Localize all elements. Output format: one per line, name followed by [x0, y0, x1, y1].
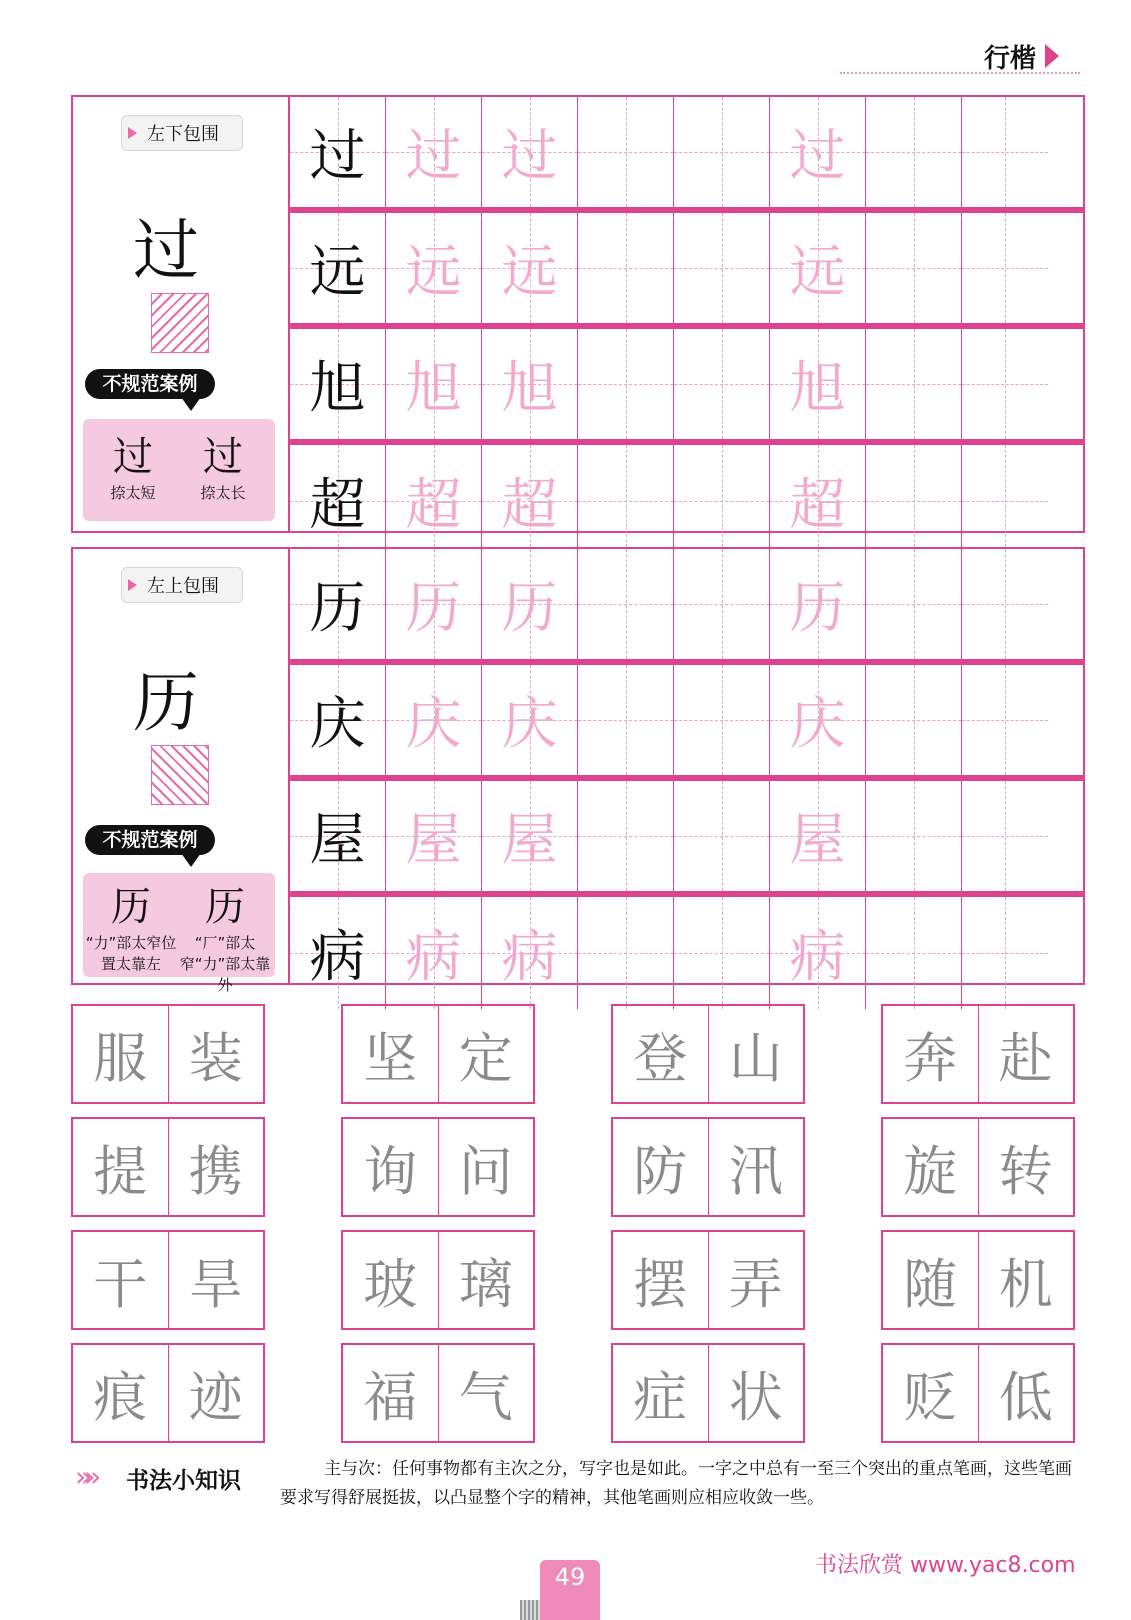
triangle-icon [128, 579, 137, 591]
trace-cell[interactable] [674, 897, 770, 1009]
trace-cell[interactable] [578, 665, 674, 775]
word-pair [341, 1230, 535, 1330]
practice-row [290, 329, 1083, 445]
trace-cell[interactable] [578, 213, 674, 323]
word-pair [71, 1004, 265, 1104]
trace-cell[interactable]: 远 [482, 213, 578, 323]
bad-example-2 [179, 875, 271, 995]
model-cell: 病 [290, 897, 386, 1009]
trace-cell[interactable] [578, 781, 674, 891]
practice-row [290, 445, 1083, 557]
trace-cell[interactable]: 远 [386, 213, 482, 323]
word-char: 福 [343, 1345, 439, 1441]
model-cell: 远 [290, 213, 386, 323]
structure-diagram [151, 745, 209, 805]
word-char: 服 [73, 1006, 169, 1102]
trace-cell[interactable] [674, 329, 770, 439]
word-char: 山 [728, 1026, 783, 1090]
bad-example-char: 历 [205, 884, 245, 930]
trace-cell[interactable] [578, 445, 674, 557]
word-pair [881, 1343, 1075, 1443]
trace-cell[interactable] [962, 781, 1048, 891]
triangle-icon [128, 127, 137, 139]
bad-example-badge: 不规范案例 [85, 369, 215, 399]
structure-tag-label: 左下包围 [147, 124, 219, 145]
word-char: 问 [458, 1139, 513, 1203]
practice-row [290, 897, 1083, 1009]
word-char: 璃 [458, 1252, 513, 1316]
trace-cell[interactable] [674, 97, 770, 207]
trace-cell[interactable] [578, 549, 674, 659]
trace-cell[interactable] [866, 329, 962, 439]
bad-example-note: “厂”部太窄“力”部太靠外 [179, 934, 271, 994]
bad-example-char: 历 [111, 884, 151, 930]
tip-title: 书法小知识 [126, 1467, 241, 1494]
trace-cell[interactable]: 病 [482, 897, 578, 1009]
trace-cell[interactable]: 超 [482, 445, 578, 557]
header-divider [840, 72, 1080, 74]
trace-cell[interactable] [962, 213, 1048, 323]
trace-cell[interactable] [962, 445, 1048, 557]
trace-cell[interactable] [866, 445, 962, 557]
trace-cell[interactable] [866, 97, 962, 207]
word-char: 旋 [883, 1119, 979, 1215]
badge-pointer [181, 397, 201, 411]
trace-cell[interactable]: 庆 [386, 665, 482, 775]
word-char: 定 [458, 1026, 513, 1090]
watermark: 书法欣赏 www.yac8.com [815, 1553, 1076, 1578]
word-char: 提 [73, 1119, 169, 1215]
trace-cell[interactable]: 过 [386, 97, 482, 207]
trace-cell[interactable]: 历 [482, 549, 578, 659]
word-char: 痕 [73, 1345, 169, 1441]
word-pair [71, 1343, 265, 1443]
word-pair [71, 1117, 265, 1217]
trace-cell[interactable] [962, 897, 1048, 1009]
word-pair [341, 1343, 535, 1443]
model-cell: 历 [290, 549, 386, 659]
word-char: 状 [728, 1365, 783, 1429]
trace-cell[interactable]: 历 [770, 549, 866, 659]
trace-cell[interactable] [578, 897, 674, 1009]
trace-cell[interactable]: 超 [386, 445, 482, 557]
word-char: 弄 [728, 1252, 783, 1316]
trace-cell[interactable]: 过 [770, 97, 866, 207]
word-char: 贬 [883, 1345, 979, 1441]
section-sidebar [73, 549, 290, 994]
practice-section-1 [71, 95, 1085, 538]
bad-example-char: 过 [113, 434, 153, 480]
trace-cell[interactable]: 远 [770, 213, 866, 323]
trace-cell[interactable] [866, 897, 962, 1009]
trace-cell[interactable]: 历 [386, 549, 482, 659]
trace-cell[interactable]: 病 [386, 897, 482, 1009]
trace-cell[interactable] [578, 97, 674, 207]
bad-example-badge: 不规范案例 [85, 825, 215, 855]
model-cell: 庆 [290, 665, 386, 775]
trace-cell[interactable] [866, 781, 962, 891]
model-cell: 超 [290, 445, 386, 557]
word-char: 干 [73, 1232, 169, 1328]
trace-cell[interactable] [962, 329, 1048, 439]
bad-example-1 [85, 875, 177, 974]
trace-cell[interactable] [578, 329, 674, 439]
page-number: 49 [540, 1560, 600, 1620]
trace-cell[interactable]: 旭 [770, 329, 866, 439]
structure-tag [121, 567, 243, 603]
bad-example-panel [83, 419, 275, 521]
bad-example-note: “力”部太窄位置太靠左 [85, 934, 177, 973]
badge-pointer [181, 853, 201, 867]
word-char: 低 [998, 1365, 1053, 1429]
trace-cell[interactable] [674, 665, 770, 775]
trace-cell[interactable]: 旭 [386, 329, 482, 439]
word-char: 随 [883, 1232, 979, 1328]
trace-cell[interactable] [674, 781, 770, 891]
word-pair [611, 1230, 805, 1330]
trace-cell[interactable] [674, 213, 770, 323]
model-cell: 过 [290, 97, 386, 207]
section-sidebar [73, 97, 290, 531]
word-char: 气 [458, 1365, 513, 1429]
trace-cell[interactable]: 屋 [482, 781, 578, 891]
page-number-decoration [520, 1600, 540, 1620]
word-char: 赴 [998, 1026, 1053, 1090]
trace-cell[interactable]: 屋 [386, 781, 482, 891]
word-char: 询 [343, 1119, 439, 1215]
chevron-right-icon [1045, 44, 1059, 68]
word-char: 摆 [613, 1232, 709, 1328]
structure-tag-label: 左上包围 [147, 576, 219, 597]
trace-cell[interactable] [866, 549, 962, 659]
trace-cell[interactable] [866, 665, 962, 775]
page-header-title: 行楷 [983, 44, 1036, 74]
structure-diagram [151, 293, 209, 353]
trace-cell[interactable]: 超 [770, 445, 866, 557]
word-char: 奔 [883, 1006, 979, 1102]
tip-text: 主与次：任何事物都有主次之分，写字也是如此。一字之中总有一至三个突出的重点笔画，这些笔画要求写得舒展挺拔，以凸显整个字的精神，其他笔画则应相应收敛一些。 [280, 1459, 1072, 1508]
bad-example-panel [83, 873, 275, 994]
practice-section-2 [71, 547, 1085, 994]
trace-cell[interactable] [674, 549, 770, 659]
word-char: 登 [613, 1006, 709, 1102]
practice-row [290, 97, 1083, 213]
word-char: 机 [998, 1252, 1053, 1316]
word-pair [611, 1117, 805, 1217]
word-pair [881, 1117, 1075, 1217]
practice-row [290, 213, 1083, 329]
trace-cell[interactable]: 庆 [770, 665, 866, 775]
trace-cell[interactable] [866, 213, 962, 323]
word-pair [341, 1117, 535, 1217]
bad-example-note: 捺太短 [110, 484, 156, 502]
word-char: 汛 [728, 1139, 783, 1203]
bad-example-note: 捺太长 [200, 484, 246, 502]
example-character: 历 [133, 664, 199, 741]
practice-row [290, 549, 1083, 665]
word-char: 症 [613, 1345, 709, 1441]
trace-cell[interactable]: 病 [770, 897, 866, 1009]
bad-example-char: 过 [203, 434, 243, 480]
trace-cell[interactable] [962, 549, 1048, 659]
word-char: 玻 [343, 1232, 439, 1328]
trace-cell[interactable]: 过 [482, 97, 578, 207]
model-cell: 旭 [290, 329, 386, 439]
word-char: 旱 [188, 1252, 243, 1316]
word-char: 装 [188, 1026, 243, 1090]
word-char: 迹 [188, 1365, 243, 1429]
trace-cell[interactable] [674, 445, 770, 557]
bad-example-2 [183, 425, 263, 503]
word-pair [71, 1230, 265, 1330]
structure-tag [121, 115, 243, 151]
trace-cell[interactable]: 屋 [770, 781, 866, 891]
practice-row [290, 665, 1083, 781]
trace-cell[interactable]: 旭 [482, 329, 578, 439]
practice-grid [290, 97, 1083, 557]
word-pair [611, 1343, 805, 1443]
word-char: 防 [613, 1119, 709, 1215]
word-char: 坚 [343, 1006, 439, 1102]
practice-row [290, 781, 1083, 897]
example-character: 过 [133, 212, 199, 289]
word-char: 转 [998, 1139, 1053, 1203]
trace-cell[interactable] [962, 97, 1048, 207]
word-pair [341, 1004, 535, 1104]
practice-grid [290, 549, 1083, 1009]
bad-example-1 [93, 425, 173, 503]
model-cell: 屋 [290, 781, 386, 891]
double-chevron-icon: »» [75, 1460, 94, 1493]
word-char: 携 [188, 1139, 243, 1203]
word-pair [611, 1004, 805, 1104]
word-pair [881, 1004, 1075, 1104]
trace-cell[interactable]: 庆 [482, 665, 578, 775]
trace-cell[interactable] [962, 665, 1048, 775]
word-pair [881, 1230, 1075, 1330]
